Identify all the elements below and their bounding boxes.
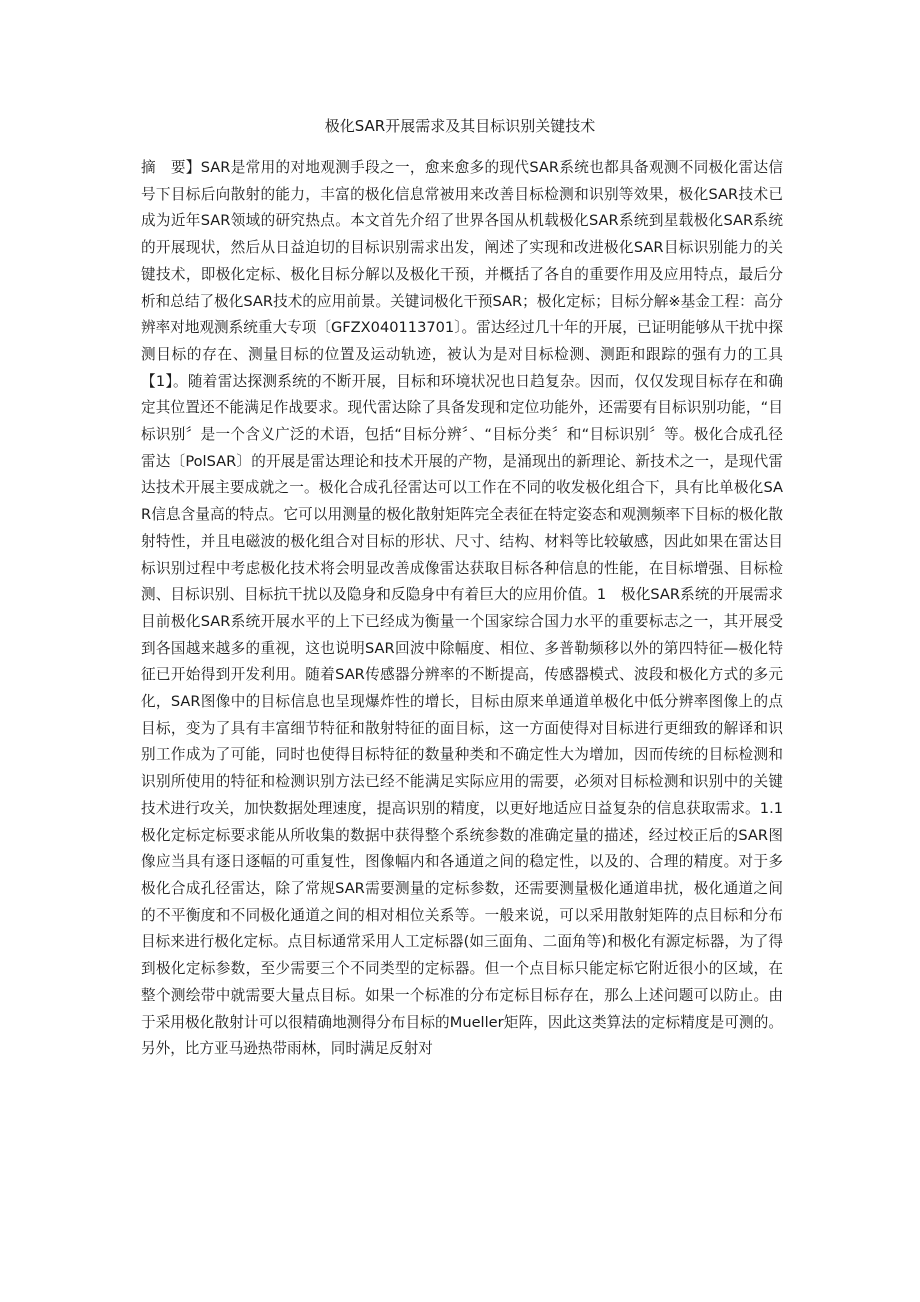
document-body: 摘 要】SAR是常用的对地观测手段之一，愈来愈多的现代SAR系统也都具备观测不同极化雷达信号下目标后向散射的能力，丰富的极化信息常被用来改善目标检测和识别等效果，极化SAR技术已成为近年SAR领域的研究热点。本文首先介绍了世界各国从机载极化SAR系统到星载极化SAR系统的开展现状，然后从日益迫切的目标识别需求出发，阐述了实现和改进极化SAR目标识别能力的关键技术，即极化定标、极化目标分解以及极化干预，并概括了各自的重要作用及应用特点，最后分析和总结了极化SAR技术的应用前景。关键词极化干预SAR；极化定标；目标分解※基金工程：高分辨率对地观测系统重大专项〔GFZX040113701〕。雷达经过几十年的开展，已证明能够从干扰中探测目标的存在、测量目标的位置及运动轨迹，被认为是对目标检测、测距和跟踪的强有力的工具【1】。随着雷达探测系统的不断开展，目标和环境状况也日趋复杂。因而，仅仅发现目标存在和确定其位置还不能满足作战要求。现代雷达除了具备发现和定位功能外，还需要有目标识别功能，“目标识别〞是一个含义广泛的术语，包括“目标分辨〞、“目标分类〞和“目标识别〞等。极化合成孔径雷达〔PolSAR〕的开展是雷达理论和技术开展的产物，是涌现出的新理论、新技术之一，是现代雷达技术开展主要成就之一。极化合成孔径雷达可以工作在不同的收发极化组合下，具有比单极化SAR信息含量高的特点。它可以用测量的极化散射矩阵完全表征在特定姿态和观测频率下目标的极化散射特性，并且电磁波的极化组合对目标的形状、尺寸、结构、材料等比较敏感，因此如果在雷达目标识别过程中考虑极化技术将会明显改善成像雷达获取目标各种信息的性能，在目标增强、目标检测、目标识别、目标抗干扰以及隐身和反隐身中有着巨大的应用价值。1 极化SAR系统的开展需求目前极化SAR系统开展水平的上下已经成为衡量一个国家综合国力水平的重要标志之一，其开展受到各国越来越多的重视，这也说明SAR回波中除幅度、相位、多普勒频移以外的第四特征—极化特征已开始得到开发利用。随着SAR传感器分辨率的不断提高，传感器模式、波段和极化方式的多元化，SAR图像中的目标信息也呈现爆炸性的增长，目标由原来单通道单极化中低分辨率图像上的点目标，变为了具有丰富细节特征和散射特征的面目标，这一方面使得对目标进行更细致的解译和识别工作成为了可能，同时也使得目标特征的数量种类和不确定性大为增加，因而传统的目标检测和识别所使用的特征和检测识别方法已经不能满足实际应用的需要，必须对目标检测和识别中的关键技术进行攻关，加快数据处理速度，提高识别的精度，以更好地适应日益复杂的信息获取需求。1.1 极化定标定标要求能从所收集的数据中获得整个系统参数的准确定量的描述，经过校正后的SAR图像应当具有逐日逐幅的可重复性，图像幅内和各通道之间的稳定性，以及的、合理的精度。对于多极化合成孔径雷达，除了常规SAR需要测量的定标参数，还需要测量极化通道串扰，极化通道之间的不平衡度和不同极化通道之间的相对相位关系等。一般来说，可以采用散射矩阵的点目标和分布目标来进行极化定标。点目标通常采用人工定标器(如三面角、二面角等)和极化有源定标器，为了得到极化定标参数，至少需要三个不同类型的定标器。但一个点目标只能定标它附近很小的区域，在整个测绘带中就需要大量点目标。如果一个标准的分布定标目标存在，那么上述问题可以防止。由于采用极化散射计可以很精确地测得分布目标的Mueller矩阵，因此这类算法的定标精度是可测的。另外，比方亚马逊热带雨林，同时满足反射对 bbox=[141, 159, 798, 1058]
document-title: 极化SAR开展需求及其目标识别关键技术 bbox=[324, 117, 596, 135]
